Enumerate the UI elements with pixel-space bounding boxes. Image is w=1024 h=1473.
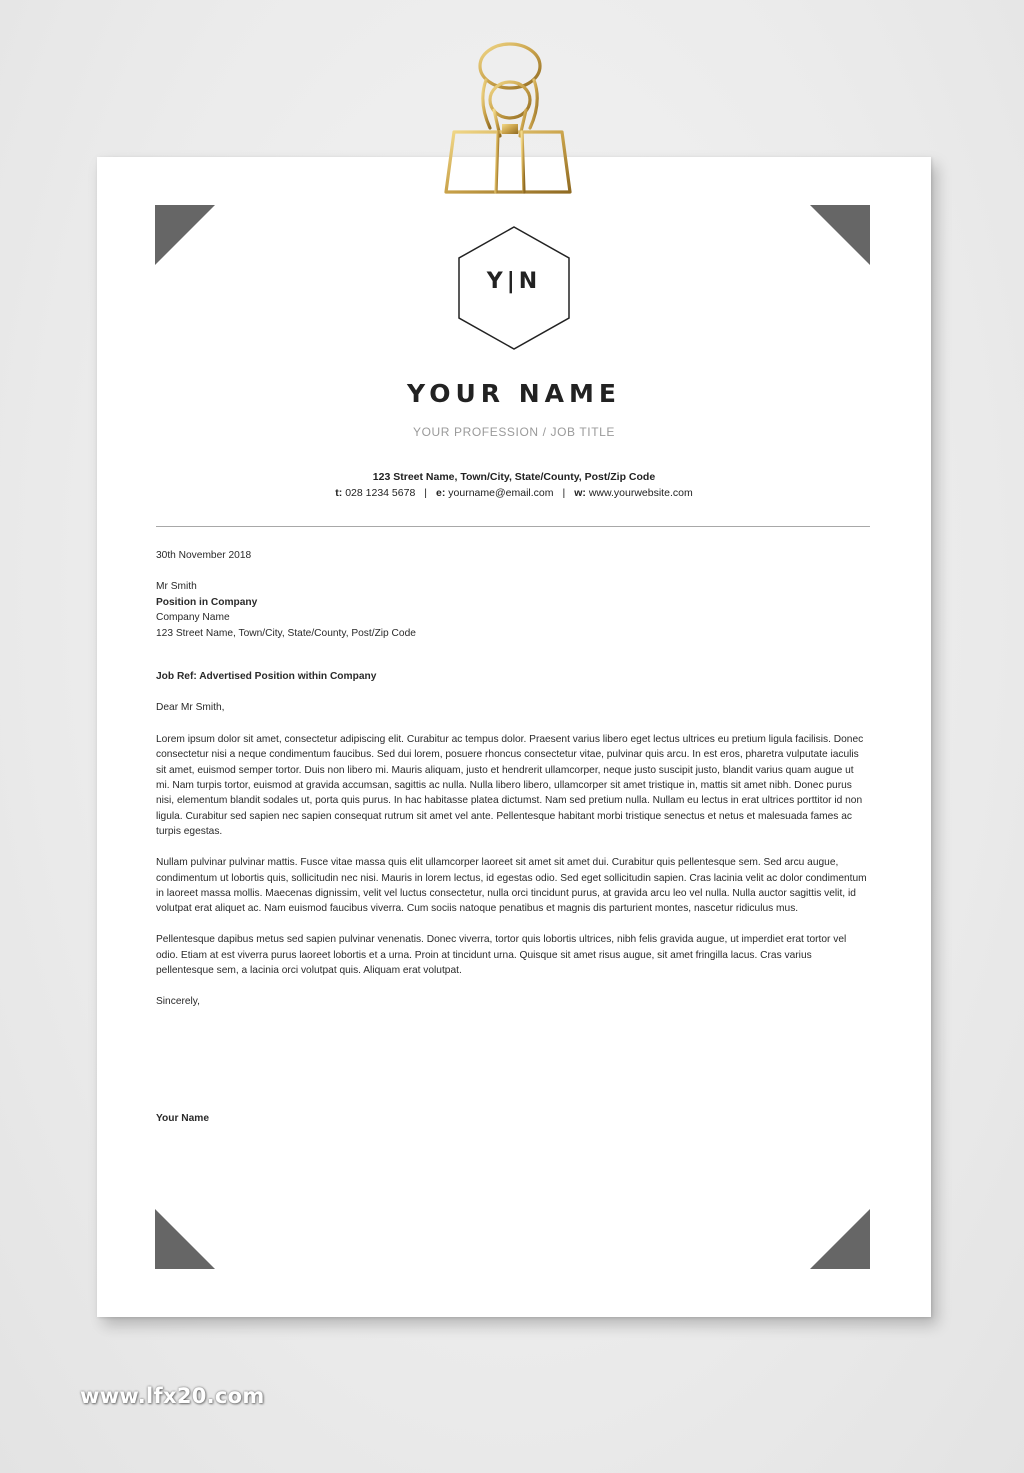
contact-separator: |	[562, 487, 566, 499]
closing: Sincerely,	[156, 996, 200, 1008]
paragraph: Lorem ipsum dolor sit amet, consectetur adipiscing elit. Curabitur ac tempus dolor. Praesent varius libero eget lectus ultrices eu pretium ligula facilisis. Donec consectetur nisi a neque condimentum faucibus. Sed dui lorem, posuere rhoncus consectetur vitae, pulvinar quis arcu. In est eros, pharetra vulputate iaculis sit amet, euismod semper tortor. Duis non libero mi. Mauris aliquam, justo et hendrerit ullamcorper, neque justo suscipit justo, blandit varius quam augue ut mi. Nam turpis tortor, euismod at gravida accumsan, sagittis ac nulla. Nulla libero libero, ullamcorper sit amet tristique in, mattis sit amet nibh. Donec purus nisi, elementum blandit sodales ut, porta quis purus. In hac habitasse platea dictumst. Nam sed pretium nulla. Nullam eu lectus in erat ultrices porttitor id non ligula. Curabitur sed sapien nec sapien consequat rutrum sit amet vel ante. Pellentesque habitant morbi tristique senectus et netus et malesuada fames ac turpis egestas.	[156, 733, 864, 838]
corner-triangle-icon	[155, 205, 215, 265]
contact-separator: |	[424, 487, 428, 499]
website: www.yourwebsite.com	[588, 487, 693, 499]
letter-page	[97, 157, 931, 1317]
binder-clip-icon	[438, 40, 578, 212]
watermark-text: www.lfx20.com	[80, 1384, 265, 1408]
recipient-position: Position in Company	[156, 596, 258, 608]
salutation: Dear Mr Smith,	[156, 702, 225, 714]
page-title: YOUR NAME	[407, 379, 621, 408]
signature-name: Your Name	[156, 1113, 210, 1125]
phone-number: 028 1234 5678	[345, 487, 416, 499]
recipient-address: 123 Street Name, Town/City, State/County, Post/Zip Code	[156, 627, 416, 639]
corner-triangle-icon	[810, 1209, 870, 1269]
monogram: Y|N	[486, 269, 542, 294]
letter-date: 30th November 2018	[156, 550, 252, 561]
recipient-name: Mr Smith	[156, 581, 197, 593]
recipient-company: Company Name	[156, 612, 230, 624]
phone-label: t:	[335, 487, 343, 499]
contact-line	[97, 487, 931, 499]
email-label: e:	[436, 487, 446, 499]
sender-address: 123 Street Name, Town/City, State/County, Post/Zip Code	[372, 471, 656, 483]
email-address: yourname@email.com	[448, 487, 554, 499]
corner-triangle-icon	[155, 1209, 215, 1269]
profession-subtitle: YOUR PROFESSION / JOB TITLE	[412, 425, 615, 439]
letter-body	[156, 548, 870, 1127]
letter-paragraphs	[156, 732, 870, 979]
paragraph: Pellentesque dapibus metus sed sapien pulvinar venenatis. Donec viverra, tortor quis lobortis ultrices, nibh felis gravida augue, ut imperdiet erat tortor vel odio. Etiam at est viverra purus laoreet lobortis et a urna. Proin at tincidunt urna. Quisque sit amet risus augue, sit amet fringilla lacus. Cras varius pellentesque sem, a lacinia orci volutpat quis. Aliquam erat volutpat.	[156, 934, 847, 977]
divider	[156, 526, 870, 527]
job-reference: Job Ref: Advertised Position within Company	[156, 671, 377, 683]
web-label: w:	[574, 487, 586, 499]
paragraph: Nullam pulvinar pulvinar mattis. Fusce vitae massa quis elit ullamcorper laoreet sit amet sit amet dui. Curabitur quis pellentesque sem. Sed arcu augue, condimentum ut lobortis quis, sollicitudin nec nisi. Mauris in lorem lectus, id egestas odio. Sed eget sollicitudin sapien. Cras lacinia velit ac dolor condimentum in laoreet massa mollis. Maecenas dignissim, velit vel luctus consectetur, nulla orci tincidunt purus, at gravida arcu leo vel nulla. Nulla auctor sagittis velit, id volutpat erat aliquet ac. Nam euismod faucibus viverra. Cum sociis natoque penatibus et magnis dis parturient montes, nascetur ridiculus mus.	[156, 857, 867, 915]
corner-triangle-icon	[810, 205, 870, 265]
